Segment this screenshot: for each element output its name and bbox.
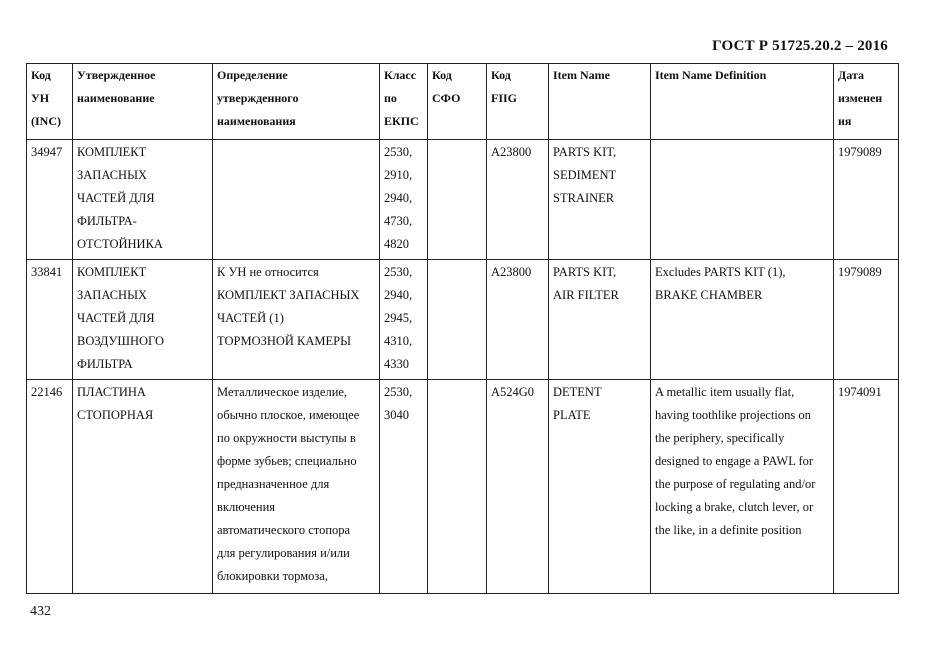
col-sfo-header: Код СФО [428, 64, 487, 140]
cell-fiig: A524G0 [487, 380, 549, 594]
cell-item-name: PARTS KIT, AIR FILTER [549, 260, 651, 380]
page-number: 432 [30, 604, 51, 619]
col-name-header: Утвержденное наименование [73, 64, 213, 140]
col-item-def-header: Item Name Definition [651, 64, 834, 140]
cell-name: КОМПЛЕКТ ЗАПАСНЫХ ЧАСТЕЙ ДЛЯ ФИЛЬТРА- ОТСТОЙНИКА [73, 140, 213, 260]
table-row [27, 380, 899, 594]
nomenclature-table [26, 63, 899, 594]
cell-item-name: DETENT PLATE [549, 380, 651, 594]
cell-definition: К УН не относится КОМПЛЕКТ ЗАПАСНЫХ ЧАСТЕЙ (1) ТОРМОЗНОЙ КАМЕРЫ [213, 260, 380, 380]
cell-item-def: A metallic item usually flat, having toothlike projections on the periphery, specifically designed to engage a PAWL for the purpose of regulating and/or locking a brake, clutch lever, or the like, in a definite position [651, 380, 834, 594]
col-date-header: Дата изменен ия [834, 64, 899, 140]
cell-inc: 22146 [27, 380, 73, 594]
cell-definition [213, 140, 380, 260]
cell-date: 1974091 [834, 380, 899, 594]
cell-fiig: A23800 [487, 140, 549, 260]
col-class-header: Класс по ЕКПС [380, 64, 428, 140]
col-inc-header: Код УН (INC) [27, 64, 73, 140]
cell-name: КОМПЛЕКТ ЗАПАСНЫХ ЧАСТЕЙ ДЛЯ ВОЗДУШНОГО ФИЛЬТРА [73, 260, 213, 380]
cell-class: 2530, 3040 [380, 380, 428, 594]
cell-inc: 34947 [27, 140, 73, 260]
table-row [27, 260, 899, 380]
cell-fiig: A23800 [487, 260, 549, 380]
table-row [27, 140, 899, 260]
cell-date: 1979089 [834, 140, 899, 260]
cell-item-def [651, 140, 834, 260]
cell-name: ПЛАСТИНА СТОПОРНАЯ [73, 380, 213, 594]
cell-sfo [428, 140, 487, 260]
col-definition-header: Определение утвержденного наименования [213, 64, 380, 140]
cell-inc: 33841 [27, 260, 73, 380]
cell-sfo [428, 260, 487, 380]
cell-sfo [428, 380, 487, 594]
cell-date: 1979089 [834, 260, 899, 380]
document-header: ГОСТ Р 51725.20.2 – 2016 [712, 38, 888, 54]
cell-definition: Металлическое изделие, обычно плоское, имеющее по окружности выступы в форме зубьев; специально предназначенное для включения автоматического стопора для регулирования и/или блокировки тормоза, [213, 380, 380, 594]
cell-item-def: Excludes PARTS KIT (1), BRAKE CHAMBER [651, 260, 834, 380]
col-item-name-header: Item Name [549, 64, 651, 140]
cell-class: 2530, 2910, 2940, 4730, 4820 [380, 140, 428, 260]
col-fiig-header: Код FIIG [487, 64, 549, 140]
cell-item-name: PARTS KIT, SEDIMENT STRAINER [549, 140, 651, 260]
cell-class: 2530, 2940, 2945, 4310, 4330 [380, 260, 428, 380]
table-header-row [27, 64, 899, 140]
